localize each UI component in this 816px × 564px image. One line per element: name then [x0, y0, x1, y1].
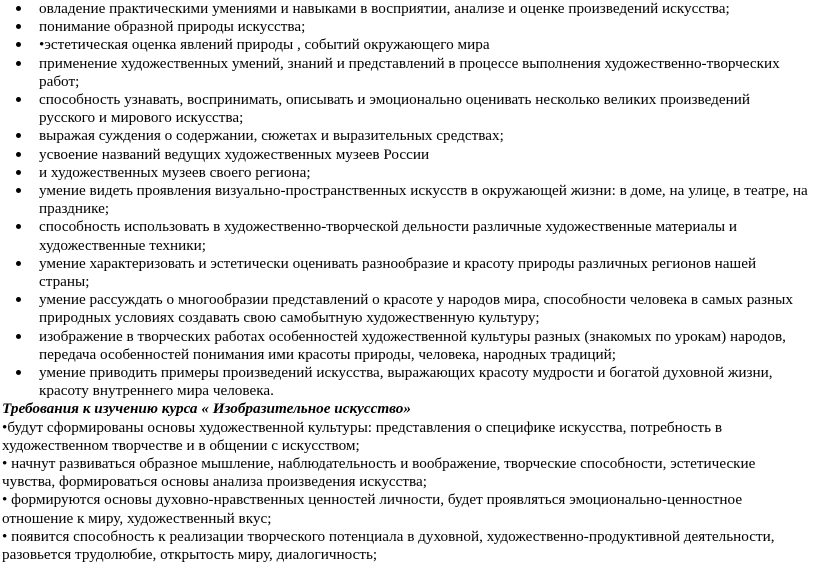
bullet-icon: [16, 170, 21, 175]
list-item: [2, 36, 808, 54]
list-item: [2, 18, 808, 36]
list-item: [2, 218, 808, 254]
paragraph: •будут сформированы основы художественной культуры: представления о специфике искусства, потребность в художественном творчестве и в общении с искусством;: [2, 418, 723, 454]
bullet-icon: [16, 24, 21, 29]
bullet-icon: [16, 261, 21, 266]
bullet-icon: [16, 334, 21, 339]
paragraph: • начнут развиваться образное мышление, наблюдательность и воображение, творческие способности, эстетические чувства, формироваться основы анализа произведения искусства;: [2, 455, 756, 491]
list-item-text: умение видеть проявления визуально-пространственных искусств в окружающей жизни: в доме, на улице, в театре, на празднике;: [39, 182, 808, 218]
bullet-icon: [16, 297, 21, 302]
bullet-icon: [16, 133, 21, 138]
list-item-text: способность использовать в художественно-творческой дельности различные художественные материалы и художественные техники;: [39, 218, 738, 254]
bullet-icon: [16, 61, 21, 66]
list-item: [2, 146, 808, 164]
list-item-text: изображение в творческих работах особенностей художественной культуры разных (знакомых по урокам) народов, передача особенностей понимания ими красоты природы, человека, народных традиций;: [39, 327, 786, 363]
paragraph: • появится способность к реализации творческого потенциала в духовной, художественно-продуктивной деятельности, разовьется трудолюбие, открытость миру, диалогичность;: [2, 527, 775, 564]
list-item-text: и художественных музеев своего региона;: [39, 163, 311, 181]
list-item: [2, 127, 808, 145]
bullet-icon: [16, 370, 21, 375]
bullet-icon: [16, 42, 21, 47]
list-item: [2, 55, 808, 91]
list-item-text: умение характеризовать и эстетически оценивать разнообразие и красоту природы различных регионов нашей страны;: [39, 254, 757, 291]
list-item: [2, 291, 808, 327]
bullet-icon: [16, 97, 21, 102]
list-item: [2, 182, 808, 218]
list-item-text: способность узнавать, воспринимать, описывать и эмоционально оценивать несколько великих произведений русского и мирового искусства;: [39, 91, 751, 127]
list-item: [2, 164, 808, 182]
list-item: [2, 255, 808, 291]
bullet-icon: [16, 224, 21, 229]
list-item-text: умение рассуждать о многообразии представлений о красоте у народов мира, способности человека в самых разных природных условиях создавать свою самобытную художественную культуру;: [39, 291, 793, 327]
list-item-text: •эстетическая оценка явлений природы , событий окружающего мира: [39, 36, 490, 54]
list-item-text: понимание образной природы искусства;: [39, 18, 306, 36]
list-item: [2, 0, 808, 18]
bullet-icon: [16, 188, 21, 193]
list-item-text: усвоение названий ведущих художественных музеев России: [39, 145, 430, 163]
list-item: [2, 91, 808, 127]
list-item-text: умение приводить примеры произведений искусства, выражающих красоту мудрости и богатой духовной жизни, красоту внутреннего мира человека.: [39, 364, 773, 400]
list-item-text: применение художественных умений, знаний и представлений в процессе выполнения художественно-творческих работ;: [39, 54, 780, 90]
list-item: [2, 364, 808, 400]
bullet-icon: [16, 152, 21, 157]
list-item-text: овладение практическими умениями и навыками в восприятии, анализе и оценке произведений искусства;: [39, 0, 730, 17]
section-heading: Требования к изучению курса « Изобразительное искусство»: [2, 400, 411, 418]
outcomes-list: [2, 0, 808, 400]
list-item: [2, 328, 808, 364]
bullet-icon: [16, 6, 21, 11]
paragraph: • формируются основы духовно-нравственных ценностей личности, будет проявляться эмоционально-ценностное отношение к миру, художественный вкус;: [2, 491, 743, 527]
list-item-text: выражая суждения о содержании, сюжетах и выразительных средствах;: [39, 127, 504, 145]
